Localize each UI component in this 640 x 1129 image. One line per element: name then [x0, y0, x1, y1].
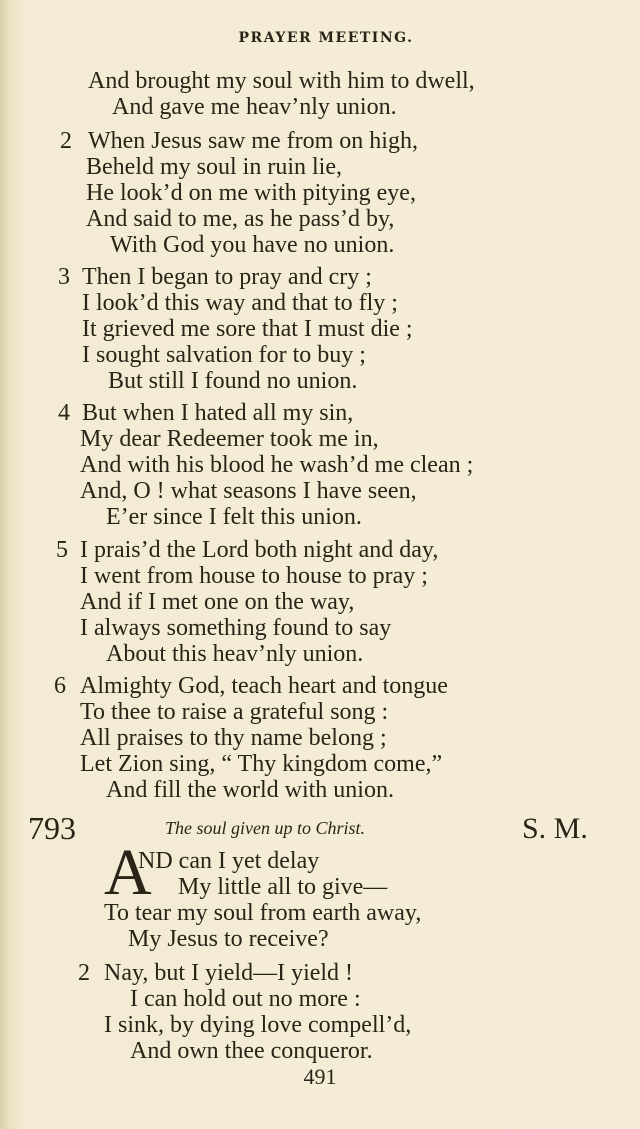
verse-line: To thee to raise a grateful song : [80, 699, 389, 725]
verse-line: E’er since I felt this union. [106, 504, 362, 530]
verse-line: I sink, by dying love compell’d, [104, 1012, 412, 1038]
stanza-number: 5 [56, 537, 68, 563]
page-number: 491 [303, 1064, 337, 1089]
stanza-number: 3 [58, 264, 70, 290]
verse-line: My Jesus to receive? [128, 926, 329, 952]
verse-line: I look’d this way and that to fly ; [82, 290, 398, 316]
verse-line: I went from house to house to pray ; [80, 563, 428, 589]
verse-line: I sought salvation for to buy ; [82, 342, 366, 368]
verse-line: And fill the world with union. [106, 777, 394, 803]
verse-line: To tear my soul from earth away, [104, 900, 422, 926]
hymn-meter: S. M. [522, 812, 588, 845]
verse-line: But when I hated all my sin, [82, 400, 354, 426]
verse-line: And said to me, as he pass’d by, [86, 206, 395, 232]
verse-line: But still I found no union. [108, 368, 358, 394]
verse-line: And gave me heav’nly union. [112, 94, 397, 120]
verse-line: And brought my soul with him to dwell, [88, 68, 475, 94]
verse-line: Let Zion sing, “ Thy kingdom come,” [80, 751, 443, 777]
verse-line: I can hold out no more : [130, 986, 361, 1012]
verse-line: My dear Redeemer took me in, [80, 426, 379, 452]
hymn-number: 793 [28, 810, 76, 846]
verse-line: About this heav’nly union. [106, 641, 364, 667]
hymn-title: The soul given up to Christ. [165, 818, 366, 838]
verse-line: With God you have no union. [110, 232, 395, 258]
verse-line: Almighty God, teach heart and tongue [80, 673, 448, 699]
verse-line: And if I met one on the way, [80, 589, 355, 615]
verse-line: It grieved me sore that I must die ; [82, 316, 413, 342]
verse-line: When Jesus saw me from on high, [88, 128, 418, 154]
verse-line: My little all to give— [178, 874, 388, 900]
verse-line: Then I began to pray and cry ; [82, 264, 372, 290]
verse-line: And with his blood he wash’d me clean ; [80, 452, 474, 478]
running-header: PRAYER MEETING. [238, 30, 414, 46]
verse-line: And own thee conqueror. [130, 1038, 373, 1064]
verse-line: And, O ! what seasons I have seen, [80, 478, 417, 504]
verse-line: Beheld my soul in ruin lie, [86, 154, 342, 180]
drop-cap: A [104, 836, 152, 909]
verse-line: I prais’d the Lord both night and day, [80, 537, 439, 563]
stanza-number: 2 [60, 128, 72, 154]
stanza-number: 6 [54, 673, 66, 699]
verse-line: ND can I yet delay [138, 848, 320, 874]
stanza-number: 4 [58, 400, 70, 426]
verse-line: I always something found to say [80, 615, 392, 641]
verse-line: Nay, but I yield—I yield ! [104, 960, 354, 986]
stanza-number: 2 [78, 960, 90, 986]
verse-line: All praises to thy name belong ; [80, 725, 387, 751]
verse-line: He look’d on me with pitying eye, [86, 180, 416, 206]
